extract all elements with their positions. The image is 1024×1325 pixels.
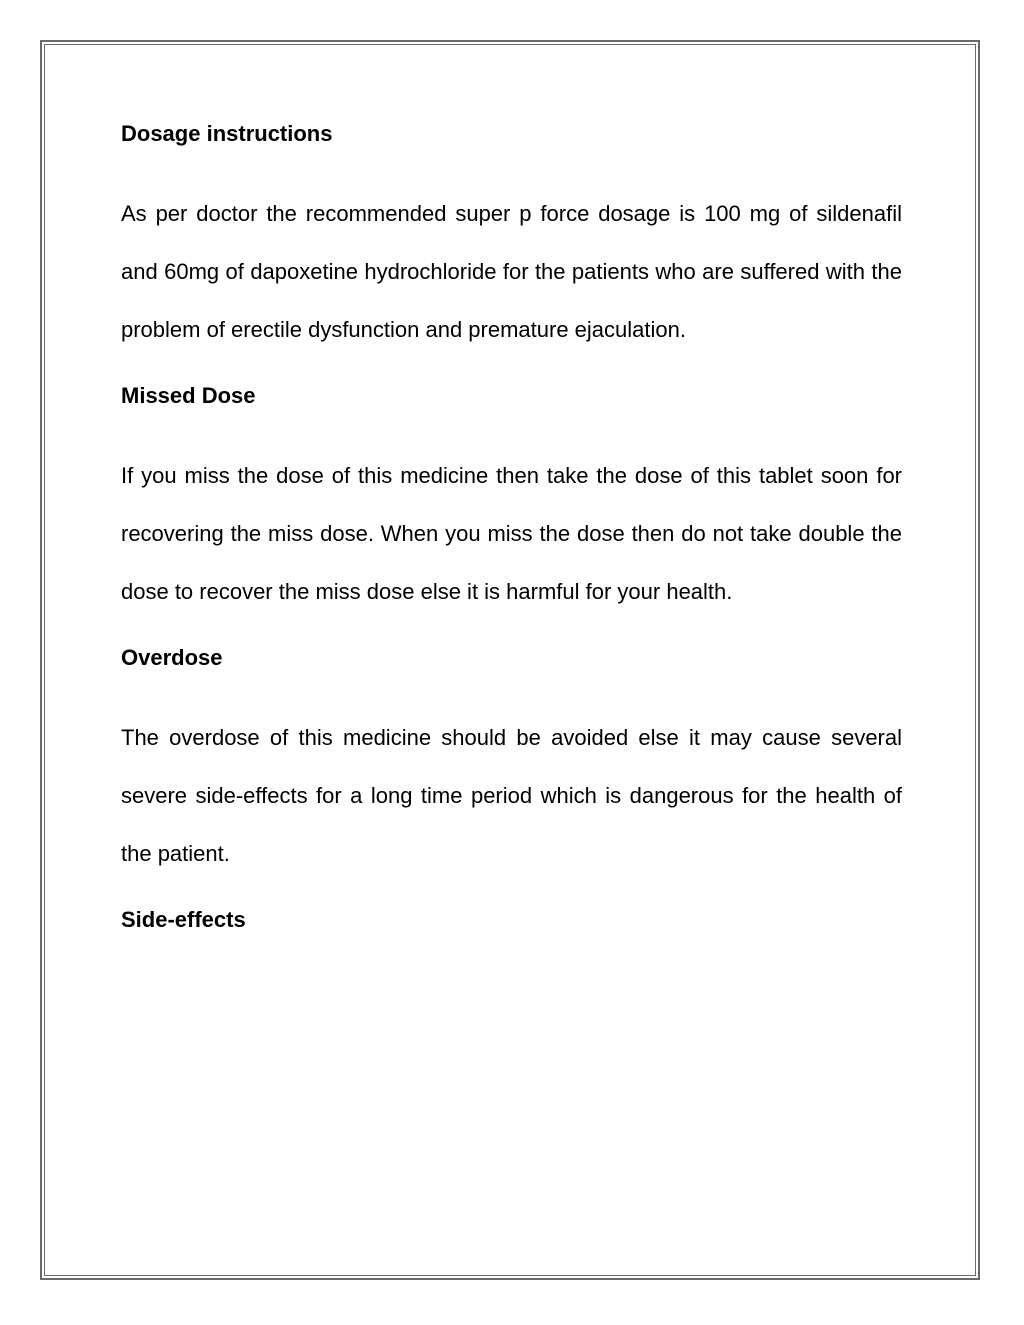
- section-heading-overdose: Overdose: [121, 645, 223, 670]
- section-body-missed-dose: If you miss the dose of this medicine then take the dose of this tablet soon for recovering the miss dose. When you miss the dose then do not take double the dose to recover the miss dose else it is harmful for your health.: [121, 463, 902, 604]
- section-body-overdose: The overdose of this medicine should be avoided else it may cause several severe side-effects for a long time period which is dangerous for the health of the patient.: [121, 725, 902, 866]
- document-content: [121, 119, 902, 935]
- section-heading-dosage: Dosage instructions: [121, 121, 333, 146]
- section-heading-missed-dose: Missed Dose: [121, 383, 256, 408]
- section-heading-side-effects: Side-effects: [121, 907, 246, 932]
- section-body-dosage: As per doctor the recommended super p force dosage is 100 mg of sildenafil and 60mg of dapoxetine hydrochloride for the patients who are suffered with the problem of erectile dysfunction and premature ejaculation.: [121, 201, 902, 342]
